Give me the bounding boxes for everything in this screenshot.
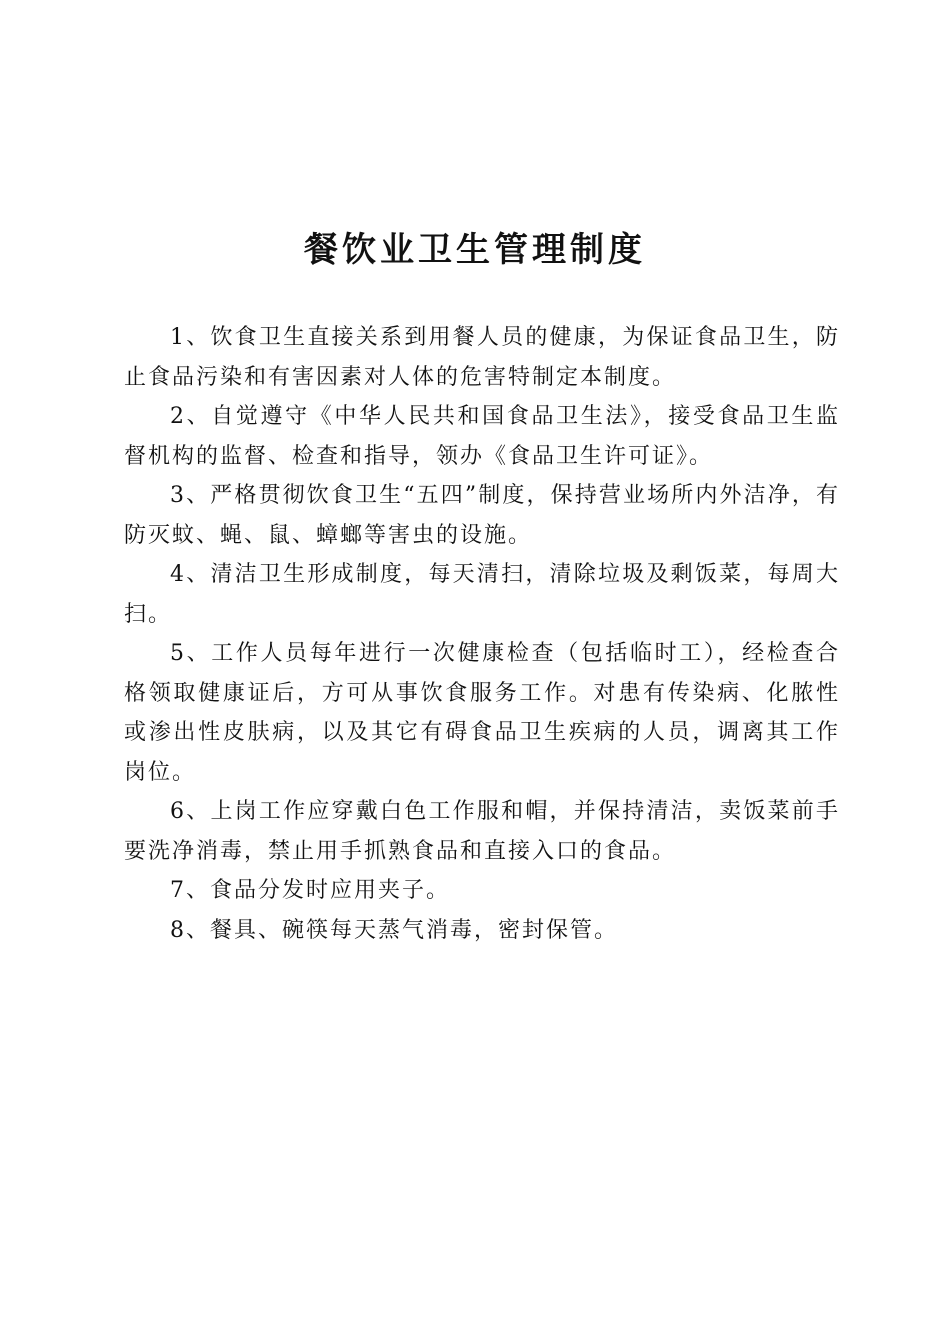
rule-paragraph-8: 8、餐具、碗筷每天蒸气消毒，密封保管。	[170, 917, 618, 943]
document-title: 餐饮业卫生管理制度	[304, 230, 646, 270]
rule-paragraph-7: 7、食品分发时应用夹子。	[170, 878, 450, 903]
document-body	[124, 318, 840, 950]
rule-paragraph-1: 1、饮食卫生直接关系到用餐人员的健康，为保证食品卫生，防止食品污染和有害因素对人体的危害特制定本制度。	[124, 325, 840, 390]
rule-paragraph-3: 3、严格贯彻饮食卫生“五四”制度，保持营业场所内外洁净，有防灭蚊、蝇、鼠、蟑螂等害虫的设施。	[124, 483, 840, 548]
rule-paragraph-6: 6、上岗工作应穿戴白色工作服和帽，并保持清洁，卖饭菜前手要洗净消毒，禁止用手抓熟食品和直接入口的食品。	[124, 799, 840, 864]
rule-paragraph-4: 4、清洁卫生形成制度，每天清扫，清除垃圾及剩饭菜，每周大扫。	[124, 562, 840, 627]
rule-paragraph-5: 5、工作人员每年进行一次健康检查（包括临时工），经检查合格领取健康证后，方可从事饮食服务工作。对患有传染病、化脓性或渗出性皮肤病，以及其它有碍食品卫生疾病的人员，调离其工作岗位。	[124, 641, 840, 785]
rule-paragraph-2: 2、自觉遵守《中华人民共和国食品卫生法》，接受食品卫生监督机构的监督、检查和指导，领办《食品卫生许可证》。	[124, 404, 840, 469]
